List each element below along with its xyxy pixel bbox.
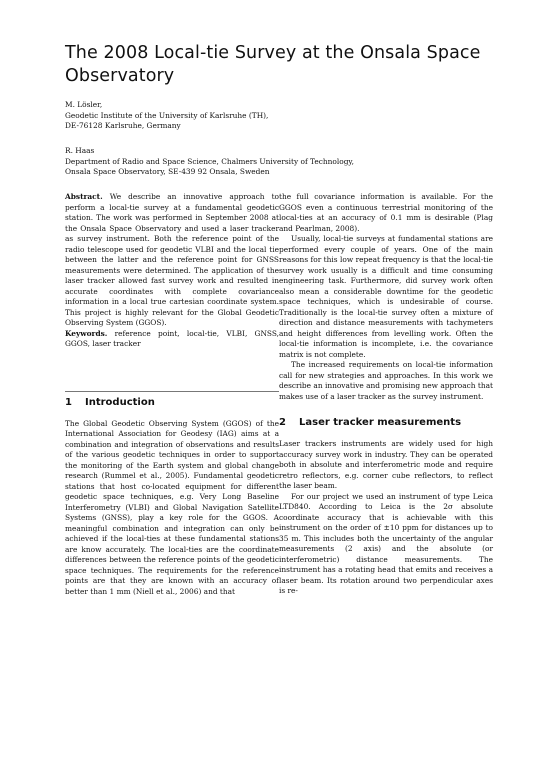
author-name: R. Haas xyxy=(65,146,95,155)
section-heading-laser-tracker xyxy=(279,416,493,429)
paper-title: The 2008 Local-tie Survey at the Onsala Space Observatory xyxy=(65,43,481,86)
intro-paragraph-1: The Global Geodetic Observing System (GGOS) of the International Association for Geodesy (IAG) aims at a combination and integration of observations and results of the various geodetic techniques in order to support the monitoring of the Earth system and global change research (Rummel et al., 2005). Fundamental geodetic stations that host co-located equipment for different geodetic space techniques, e.g. Very Long Baseline Interferometry (VLBI) and Global Navigation Satellite Systems (GNSS), play a key role for the GGOS. A meaningful combination and integration can only be achieved if the local-ties at these fundamental stations are know accurately. The local-ties are the coordinate differences between the reference points of the geodetic space techniques. The requirements for the reference points are that they are known with an accuracy of better than 1 mm (Niell et al., 2006) and that xyxy=(65,418,279,596)
author-affiliation-line: Onsala Space Observatory, SE-439 92 Onsala, Sweden xyxy=(65,167,270,176)
author-affiliation-line: DE-76128 Karlsruhe, Germany xyxy=(65,121,181,130)
author-block-1 xyxy=(65,100,505,132)
keywords-text: reference point, local-tie, VLBI, GNSS, GGOS, laser tracker xyxy=(65,328,279,348)
keywords xyxy=(65,329,279,350)
keywords-label: Keywords. xyxy=(65,328,108,338)
left-column xyxy=(65,192,279,597)
abstract-text: We describe an innovative approach to perform a local-tie survey at a fundamental geodetic station. The work was performed in September 2008 at the Onsala Space Observatory and used a laser tracker as survey instrument. Both the reference point of the radio telescope used for geodetic VLBI and the local tie between the latter and the reference point for GNSS measurements were determined. The application of the laser tracker allowed fast survey work and resulted in accurate coordinates with complete covariance information in a local true cartesian coordinate system. This project is highly relevant for the Global Geodetic Observing System (GGOS). xyxy=(65,192,279,327)
section-number: 1 xyxy=(65,396,72,408)
section-heading-introduction xyxy=(65,396,279,409)
intro-paragraph-3: The increased requirements on local-tie information call for new strategies and approaches. In this work we describe an innovative and promising new approach that makes use of a laser tracker as the survey instrument. xyxy=(279,360,493,401)
section-title: Introduction xyxy=(85,396,155,408)
abstract xyxy=(65,192,279,329)
abstract-label: Abstract. xyxy=(65,192,103,201)
section-number: 2 xyxy=(279,417,286,428)
section-title: Laser tracker measurements xyxy=(299,417,462,428)
intro-paragraph-1-continued: the full covariance information is available. For the GGOS even a continuous terrestrial monitoring of the local-ties at an accuracy of 0.1 mm is desirable (Plag and Pearlman, 2008). xyxy=(279,192,493,233)
laser-paragraph-1: Laser trackers instruments are widely used for high accuracy survey work in industry. They can be operated both in absolute and interferometric mode and require retro reflectors, e.g. corner cube reflectors, to reflect the laser beam. xyxy=(279,439,493,490)
right-column xyxy=(279,192,493,597)
author-name: M. Lösler, xyxy=(65,100,103,109)
author-block-2 xyxy=(65,146,505,178)
laser-paragraph-2: For our project we used an instrument of type Leica LTD840. According to Leica is the 2σ absolute coordinate accuracy that is achievable with this instrument on the order of ±10 ppm for distances up to 35 m. This includes both the uncertainty of the angular measurements (2 axis) and the absolute (or interferometric) distance measurements. The instrument has a rotating head that emits and receives a laser beam. Its rotation around two perpendicular axes is re- xyxy=(279,491,493,595)
abstract-divider xyxy=(65,391,279,392)
author-affiliation-line: Geodetic Institute of the University of Karlsruhe (TH), xyxy=(65,110,269,120)
author-affiliation-line: Department of Radio and Space Science, Chalmers University of Technology, xyxy=(65,156,354,166)
intro-paragraph-2: Usually, local-tie surveys at fundamental stations are performed every couple of years. One of the main reasons for this low repeat frequency is that the local-tie survey work usually is a difficult and time consuming engineering task. Furthermore, did survey work often also mean a considerable downtime for the geodetic space techniques, which is undesirable of course. Traditionally is the local-tie survey often a mixture of direction and distance measurements with tachymeters and height differences from levelling work. Often the local-tie information is incomplete, i.e. the covariance matrix is not complete. xyxy=(279,234,493,359)
